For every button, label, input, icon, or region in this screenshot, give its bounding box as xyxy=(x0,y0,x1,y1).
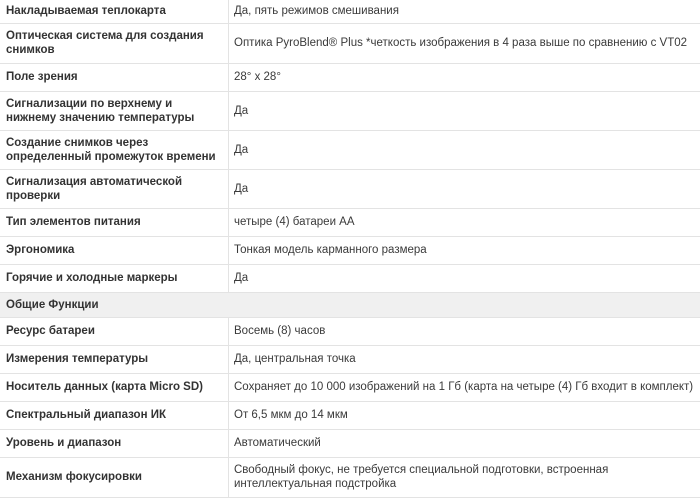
spec-name: Измерения температуры xyxy=(0,345,229,373)
spec-name: Уровень и диапазон xyxy=(0,429,229,457)
table-row xyxy=(0,457,700,497)
table-row xyxy=(0,23,700,63)
spec-value: Да xyxy=(229,130,700,169)
table-row xyxy=(0,169,700,208)
spec-value: Да xyxy=(229,91,700,130)
spec-name: Носитель данных (карта Micro SD) xyxy=(0,373,229,401)
table-row xyxy=(0,130,700,169)
spec-value: четыре (4) батареи AA xyxy=(229,208,700,236)
spec-name: Оптическая система для создания снимков xyxy=(0,23,229,63)
table-row xyxy=(0,63,700,91)
spec-name: Сигнализация автоматической проверки xyxy=(0,169,229,208)
table-row xyxy=(0,236,700,264)
spec-value: Сохраняет до 10 000 изображений на 1 Гб (карта на четыре (4) Гб входит в комплект) xyxy=(229,373,700,401)
spec-value: От 6,5 мкм до 14 мкм xyxy=(229,401,700,429)
spec-value: Автоматический xyxy=(229,429,700,457)
spec-name: Механизм фокусировки xyxy=(0,457,229,497)
spec-name: Поле зрения xyxy=(0,63,229,91)
table-row xyxy=(0,0,700,23)
table-row xyxy=(0,91,700,130)
spec-name: Спектральный диапазон ИК xyxy=(0,401,229,429)
table-row xyxy=(0,345,700,373)
table-row xyxy=(0,373,700,401)
spec-value: Да xyxy=(229,169,700,208)
spec-name: Сигнализации по верхнему и нижнему значению температуры xyxy=(0,91,229,130)
spec-value: Свободный фокус, не требуется специальной подготовки, встроенная интеллектуальная подстройка xyxy=(229,457,700,497)
spec-value: Тонкая модель карманного размера xyxy=(229,236,700,264)
spec-value: Да, центральная точка xyxy=(229,345,700,373)
spec-value: Восемь (8) часов xyxy=(229,317,700,345)
spec-value: 28° x 28° xyxy=(229,63,700,91)
section-title: Общие Функции xyxy=(0,292,700,317)
table-row xyxy=(0,208,700,236)
table-row xyxy=(0,264,700,292)
spec-name: Ресурс батареи xyxy=(0,317,229,345)
spec-name: Эргономика xyxy=(0,236,229,264)
table-row xyxy=(0,429,700,457)
spec-value: Да, пять режимов смешивания xyxy=(229,0,700,23)
spec-name: Тип элементов питания xyxy=(0,208,229,236)
spec-name: Накладываемая теплокарта xyxy=(0,0,229,23)
spec-value: Да xyxy=(229,264,700,292)
spec-name: Создание снимков через определенный промежуток времени xyxy=(0,130,229,169)
section-header-row xyxy=(0,292,700,317)
spec-name: Горячие и холодные маркеры xyxy=(0,264,229,292)
table-row xyxy=(0,401,700,429)
spec-value: Оптика PyroBlend® Plus *четкость изображения в 4 раза выше по сравнению с VT02 xyxy=(229,23,700,63)
table-row xyxy=(0,317,700,345)
